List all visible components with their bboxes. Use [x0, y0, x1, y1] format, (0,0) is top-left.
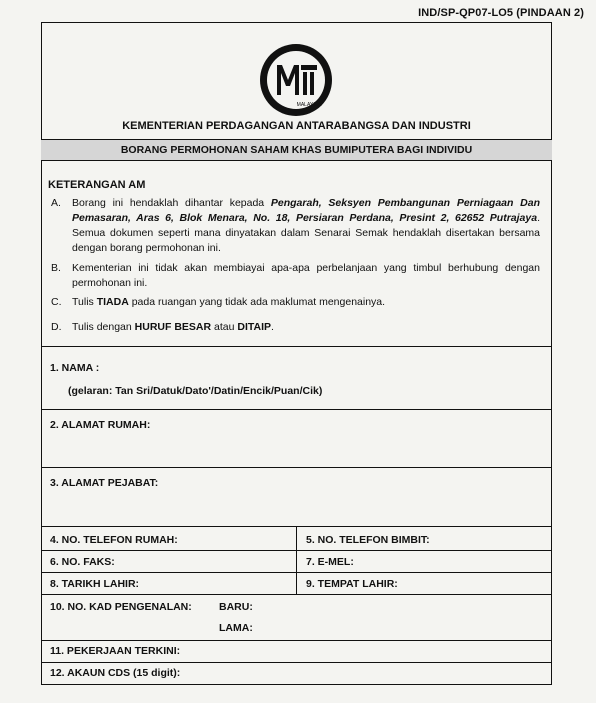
note-letter: A. [51, 197, 61, 209]
note-letter: D. [51, 321, 62, 333]
name-field-label: 1. NAMA : [50, 362, 100, 374]
divider [41, 594, 552, 595]
note-text: Borang ini hendaklah dihantar kepada Pengarah, Seksyen Pembangunan Perniagaan Dan Pemasaran, Aras 6, Blok Menara, No. 18, Persiaran Perdana, Presint 2, 62652 Putrajaya. Semua dokumen seperti mana dinyatakan dalam Senarai Semak hendaklah disertakan bersama dengan borang permohonan ini. [72, 197, 540, 254]
new-ic-label: BARU: [219, 601, 253, 613]
document-reference: IND/SP-QP07-LO5 (PINDAAN 2) [418, 7, 584, 19]
current-occupation-label: 11. PEKERJAAN TERKINI: [50, 645, 181, 657]
mobile-phone-label: 5. NO. TELEFON BIMBIT: [306, 534, 430, 546]
ministry-name: KEMENTERIAN PERDAGANGAN ANTARABANGSA DAN INDUSTRI [122, 120, 471, 132]
office-address-label: 3. ALAMAT PEJABAT: [50, 477, 159, 489]
birth-date-label: 8. TARIKH LAHIR: [50, 578, 140, 590]
cds-account-label: 12. AKAUN CDS (15 digit): [50, 667, 181, 679]
submission-address: Pengarah, Seksyen Pembangunan Perniagaan Dan Pemasaran, Aras 6, Blok Menara, No. 18, Persiaran Perdana, Presint 2, 62652 Putrajaya [72, 197, 540, 224]
divider [41, 640, 552, 641]
note-a [48, 196, 540, 256]
note-text: Kementerian ini tidak akan membiayai apa-apa perbelanjaan yang timbul berhubung dengan permohonan ini. [72, 262, 540, 289]
column-divider [296, 526, 297, 594]
divider [41, 662, 552, 663]
svg-text:MALAYSIA: MALAYSIA [296, 102, 322, 108]
divider [41, 409, 552, 410]
note-d [48, 320, 540, 335]
miti-logo-icon [256, 40, 336, 120]
ic-number-label: 10. NO. KAD PENGENALAN: [50, 601, 192, 613]
fax-label: 6. NO. FAKS: [50, 556, 115, 568]
note-text: Tulis dengan HURUF BESAR atau DITAIP. [72, 321, 274, 333]
email-label: 7. E-MEL: [306, 556, 354, 568]
note-letter: C. [51, 296, 62, 308]
birth-place-label: 9. TEMPAT LAHIR: [306, 578, 398, 590]
note-letter: B. [51, 262, 61, 274]
divider [41, 467, 552, 468]
note-text: Tulis TIADA pada ruangan yang tidak ada maklumat mengenainya. [72, 296, 386, 308]
home-address-label: 2. ALAMAT RUMAH: [50, 419, 151, 431]
divider [41, 346, 552, 347]
general-information-heading: KETERANGAN AM [48, 179, 146, 191]
form-title: BORANG PERMOHONAN SAHAM KHAS BUMIPUTERA BAGI INDIVIDU [41, 139, 552, 161]
note-b [48, 261, 540, 291]
home-phone-label: 4. NO. TELEFON RUMAH: [50, 534, 178, 546]
old-ic-label: LAMA: [219, 622, 253, 634]
note-c [48, 295, 540, 310]
title-options-label: (gelaran: Tan Sri/Datuk/Dato'/Datin/Encik/Puan/Cik) [68, 385, 323, 397]
